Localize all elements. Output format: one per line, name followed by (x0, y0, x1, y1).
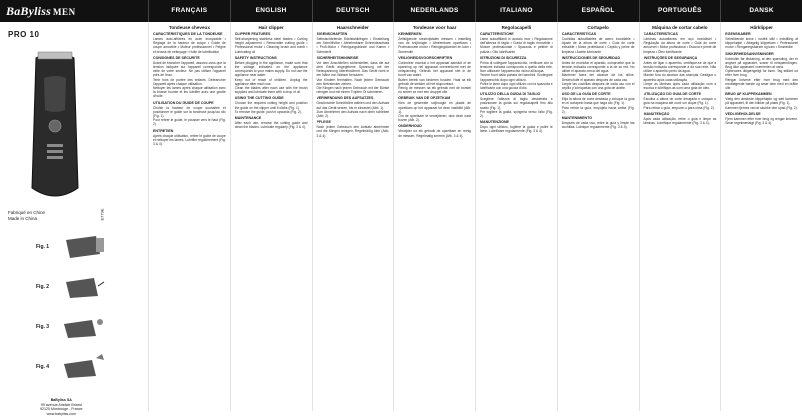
column-heading: Cortapelo (587, 25, 609, 30)
column-nl (393, 22, 475, 411)
section-title: ISTRUZIONI DI SICUREZZA (480, 55, 527, 60)
section-title: EIGENSCHAFTEN (316, 32, 348, 36)
addr-line-3: 92120 Montrouge - France (40, 407, 83, 412)
lang-pt: PORTUGUÊS (639, 0, 721, 22)
section-text: Controleer voordat u het apparaat aansluit of de spanning op het apparaat overeenkomt met de netspanning. Gebruik het apparaat niet in de buurt van water. Buiten bereik van kinderen houden. Haal na elk gebruik de stekker uit het stopcontact. Reinig de messen na elk gebruik met de borstel en smeer ze met een druppel olie. (398, 60, 471, 95)
section-title: CARACTERÍSTICAS (561, 32, 597, 36)
addr-line-1: BaByliss SA (50, 398, 72, 402)
section-text: Après chaque utilisation, retirer le guide de coupe et nettoyer les lames. Lubrifier régulièrement (Fig. 3 & 4). (153, 133, 226, 147)
section-text: Antes de ligar o aparelho, certifique-se de que a tensão indicada corresponde à da sua rede. Não utilize o aparelho perto da água. Manter fora do alcance das crianças. Desligue o aparelho após cada utilização. Limpe as lâminas após cada utilização com a escova e lubrifique-as com uma gota de óleo. (643, 60, 717, 91)
language-headers (148, 0, 802, 22)
section-title: CARACTERÍSTICAS (643, 32, 678, 36)
section-title: VEDLIGEHOLDELSE (725, 111, 761, 116)
origin-text (8, 210, 45, 222)
product-code: E779E (99, 208, 105, 221)
section-title: VEILIGHEIDSVOORSCHRIFTEN (398, 55, 453, 60)
section-title: KENMERKEN (398, 32, 422, 36)
section-title: ENTRETIEN (153, 128, 174, 133)
instruction-columns (148, 22, 802, 411)
lang-it: ITALIANO (475, 0, 557, 22)
section-text: Escolha a altura de corte desejada e coloque o guia na máquina até ouvir um clique (Fig. 1). Para retirar o guia, empurre-o para cima (Fig. 2). (643, 97, 717, 110)
clipper-illustration (20, 48, 90, 204)
section-text: Kontroller før tilslutning, at den spænding, der er angivet på apparatet, svarer til netspændingen. Brug ikke apparatet i nærheden af vand. Opbevares utilgængeligt for børn. Tag stikket ud efter hver brug. Rengør knivene efter hver brug med den medfølgende børste og smør dem med en dråbe olie. (725, 56, 798, 91)
section-title: UTILISATION DU GUIDE DE COUPE (153, 100, 214, 105)
header-bar (0, 0, 802, 22)
column-heading: Regolacapelli (501, 25, 532, 30)
section-title: CONSIGNES DE SÉCURITÉ (153, 55, 200, 60)
column-en (230, 22, 312, 411)
section-text: Fjern kammen efter hver brug og rengør knivene. Smør regelmæssigt (Fig. 3 & 4). (725, 116, 798, 126)
fig-3-illustration (60, 312, 106, 342)
lang-es: ESPAÑOL (557, 0, 639, 22)
section-title: SICHERHEITSHINWEISE (316, 55, 359, 60)
fig-4-illustration (60, 352, 106, 382)
section-text: After each use, remove the cutting guide and clean the blades. Lubricate regularly (Fig. 3 & 4). (234, 121, 308, 130)
section-text: Selbstschärfende Edelstahlklingen • Einstellung der Schnitthöhe • Abnehmbarer Schneideaufsatz • Profi-Motor • Reinigungsbürste und Kamm • Schmieröl (316, 37, 390, 54)
section-text: Avant de brancher l'appareil, assurez-vous que la tension indiquée sur l'appareil corresponde à celle de votre secteur. Ne pas utiliser l'appareil près de l'eau. Tenir hors de portée des enfants. Débrancher l'appareil après chaque utilisation. Nettoyer les lames après chaque utilisation avec la brosse fournie et les lubrifier avec une goutte d'huile. (153, 60, 226, 99)
section-title: ONDERHOUD (398, 124, 422, 129)
section-title: CARACTÉRISTIQUES DE LA TONDEUSE (153, 32, 223, 36)
column-heading: Haarschneider (336, 25, 369, 30)
fig-1-illustration (60, 232, 106, 262)
section-title: GEBRUIK VAN DE OPZETKAM (398, 96, 451, 101)
section-title: SAFETY INSTRUCTIONS (234, 55, 277, 60)
column-pt (639, 22, 721, 411)
section-text: Prima di collegare l'apparecchio, verificare che la tensione indicata corrisponda a quella della rete. Non utilizzare l'apparecchio vicino all'acqua. Tenere fuori dalla portata dei bambini. Scollegare l'apparecchio dopo ogni utilizzo. Pulire le lame dopo ogni utilizzo con la spazzola e lubrificarle con una goccia d'olio. (480, 60, 553, 91)
fig-4-label: Fig. 4 (36, 364, 50, 370)
section-title: CLIPPER FEATURES (234, 32, 271, 36)
section-text: Elija la altura de corte deseada y coloque la guía en el cortapelo hasta que haga clic (Fig. 1). Para retirar la guía, empújela hacia arriba (Fig. 2). (561, 97, 635, 114)
section-text: Nach jedem Gebrauch den Aufsatz abnehmen und die Klingen reinigen. Regelmäßig ölen (Abb. 3 & 4). (316, 125, 390, 138)
origin-en: Made in China (8, 216, 38, 221)
section-text: Antes de enchufar el aparato, compruebe que la tensión indicada corresponde a la de su red. No utilice el aparato cerca del agua. Mantener fuera del alcance de los niños. Desenchufe el aparato después de cada uso. Limpie las cuchillas después de cada uso con el cepillo y lubríquelas con una gota de aceite. (561, 60, 635, 91)
section-text: Después de cada uso, retire la guía y limpie las cuchillas. Lubrique regularmente (Fig. 3 & 4). (561, 121, 635, 130)
product-panel (0, 22, 149, 416)
section-title: MAINTENANCE (234, 116, 262, 121)
section-text: Choose the required cutting height and position the guide on the clipper until it clicks (Fig. 1). To remove the guide, push it upwards (Fig. 2). (234, 101, 308, 114)
brand-name: BaByliss (6, 4, 51, 18)
brand-logo (6, 4, 76, 19)
lang-en: ENGLISH (230, 0, 312, 22)
column-heading: Hair clipper (258, 25, 284, 30)
section-text: Verwijder na elk gebruik de opzetkam en reinig de messen. Regelmatig smeren (Afb. 3 & 4). (398, 129, 471, 138)
section-text: Vælg den ønskede klippehøjde og sæt kammen på apparatet, til den klikker på plads (Fig. 1). Kammen fjernes ved at skubbe den opad (Fig. 2). (725, 97, 798, 110)
lang-de: DEUTSCH (312, 0, 394, 22)
column-heading: Hårklipper (750, 25, 773, 30)
origin-fr: Fabriqué en Chine (8, 210, 46, 215)
fig-2-illustration (60, 272, 106, 302)
column-heading: Tondeuse cheveux (168, 25, 210, 30)
section-text: Before plugging in the appliance, make sure that the voltage indicated on the appliance corresponds to your mains supply. Do not use the appliance near water. Keep out of reach of children. Unplug the appliance after each use. Clean the blades after each use with the brush supplied and lubricate them with a drop of oil. (234, 60, 308, 95)
section-title: UTILIZAÇÃO DO GUIA DE CORTE (643, 92, 702, 97)
section-title: MANUTENÇÃO (643, 111, 670, 116)
section-title: PFLEGE (316, 120, 331, 125)
addr-line-2: 99 avenue Aristide Briand (40, 402, 82, 407)
section-text: Self-sharpening stainless steel blades • Cutting height adjustment • Removable cutting guide • Professional motor • Cleaning brush and comb • Lubricating oil (234, 37, 308, 54)
section-text: Zelfslijpende roestvrijstalen messen • Instelling van de snijhoogte • Afneembare opzetkam • Professionele motor • Reinigingsborstel en kam • Smeerolie (398, 37, 471, 54)
section-text: Lames auto-affûtées en acier inoxydable • Réglage de la hauteur de coupe • Guide de coupe amovible • Moteur professionnel • Peigne et brosse de nettoyage • Huile de lubrification (153, 37, 226, 54)
section-title: INSTRUÇÕES DE SEGURANÇA (643, 55, 698, 60)
lang-da: DANSK (720, 0, 802, 22)
section-title: EGENSKABER (725, 32, 751, 36)
section-title: BRUG AF KLIPPEKAMMEN (725, 92, 772, 97)
brand-sub: MEN (52, 7, 76, 17)
fig-3-label: Fig. 3 (36, 324, 50, 330)
section-text: Lame autoaffilanti in acciaio inox • Regolazione dell'altezza di taglio • Guida di taglio rimovibile • Motore professionale • Spazzola e pettine di pulizia • Olio lubrificante (480, 37, 553, 54)
lang-fr: FRANÇAIS (148, 0, 230, 22)
column-heading: Tondeuse voor haar (412, 25, 457, 30)
section-title: USO DE LA GUÍA DE CORTE (561, 92, 611, 97)
section-text: Selvslibende knive i rustfrit stål • Indstilling af klippehøjde • Aftagelig klippekam • Professionel motor • Rengøringsbørste og kam • Smøreolie (725, 37, 798, 50)
section-text: Choisir la hauteur de coupe souhaitée et positionner le guide sur la tondeuse jusqu'au clic (Fig. 1). Pour retirer le guide, le pousser vers le haut (Fig. 2). (153, 105, 226, 127)
section-title: MANUTENZIONE (480, 120, 509, 125)
section-text: Gewünschte Schnitthöhe wählen und den Aufsatz auf das Gerät setzen, bis er einrastet (Abb. 1). Zum Abnehmen den Aufsatz nach oben schieben (Abb. 2). (316, 101, 390, 119)
column-it (475, 22, 557, 411)
section-title: INSTRUCCIONES DE SEGURIDAD (561, 55, 621, 60)
column-da (720, 22, 802, 411)
section-title: SIKKERHEDSANVISNINGER (725, 51, 774, 56)
column-es (557, 22, 639, 411)
section-text: Vor dem Anschließen sicherstellen, dass die auf dem Gerät angegebene Spannung mit der Netzspannung übereinstimmt. Das Gerät nicht in der Nähe von Wasser benutzen. Von Kindern fernhalten. Nach jedem Gebrauch den Netzstecker ziehen. Die Klingen nach jedem Gebrauch mit der Bürste reinigen und mit einem Tropfen Öl schmieren. (316, 60, 390, 95)
section-title: USING THE CUTTING GUIDE (234, 96, 284, 101)
section-title: VERWENDUNG DES AUFSATZES (316, 96, 374, 101)
lang-nl: NEDERLANDS (393, 0, 475, 22)
section-title: MANTENIMIENTO (561, 116, 593, 121)
section-title: UTILIZZO DELLA GUIDA DI TAGLIO (480, 92, 541, 97)
company-address (40, 398, 83, 416)
section-text: Dopo ogni utilizzo, togliere la guida e pulire le lame. Lubrificare regolarmente (Fig. 3 & 4). (480, 125, 553, 134)
section-text: Após cada utilização, retire o guia e limpe as lâminas. Lubrifique regularmente (Fig. 3 & 4). (643, 116, 717, 126)
column-de (312, 22, 394, 411)
fig-1-label: Fig. 1 (36, 244, 50, 250)
section-text: Scegliere l'altezza di taglio desiderata e posizionare la guida sul regolacapelli fino allo scatto (Fig. 1). Per togliere la guida, spingerla verso l'alto (Fig. 2). (480, 97, 553, 119)
section-text: Kies de gewenste snijhoogte en plaats de opzetkam op het apparaat tot deze vastklikt (Afb. 1). Om de opzetkam te verwijderen, duw deze naar boven (Afb. 2). (398, 101, 471, 123)
column-heading: Máquina de cortar cabelo (652, 25, 708, 30)
section-text: Lâminas autoafiáveis em aço inoxidável • Regulação da altura de corte • Guia de corte amovível • Motor profissional • Escova e pente de limpeza • Óleo lubrificante (643, 37, 717, 54)
section-title: CARATTERISTICHE (480, 32, 514, 36)
addr-line-4: www.babyliss.com (46, 411, 76, 416)
model-name: PRO 10 (8, 30, 40, 39)
section-text: Cuchillas autoafilables de acero inoxidable • Ajuste de la altura de corte • Guía de corte extraíble • Motor profesional • Cepillo y peine de limpieza • Aceite lubricante (561, 37, 635, 54)
fig-2-label: Fig. 2 (36, 284, 50, 290)
column-fr (148, 22, 230, 411)
